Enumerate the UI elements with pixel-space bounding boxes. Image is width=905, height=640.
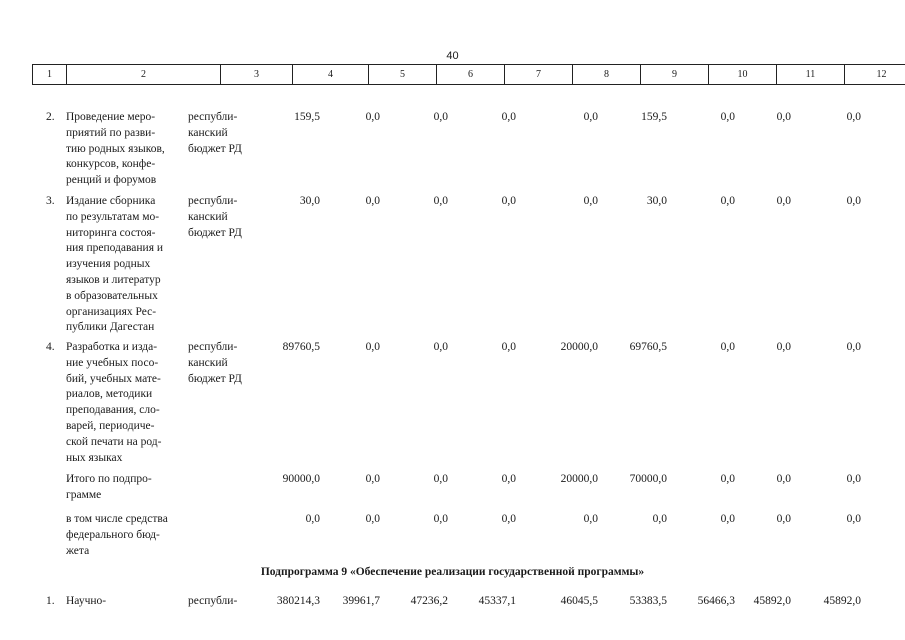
value-cell: 47236,2 xyxy=(410,595,448,607)
value-cell: 39961,7 xyxy=(342,595,380,607)
value-cell: 0,0 xyxy=(776,473,791,485)
value-cell: 0,0 xyxy=(776,513,791,525)
value-cell: 69760,5 xyxy=(629,341,667,353)
value-cell: 0,0 xyxy=(501,473,516,485)
row-number: 1. xyxy=(46,595,55,607)
value-cell: 70000,0 xyxy=(629,473,667,485)
value-cell: 0,0 xyxy=(776,195,791,207)
subprogram-heading: Подпрограмма 9 «Обеспечение реализации государственной программы» xyxy=(260,566,645,578)
row-description: Издание сборника по результатам мо- ниторинга состоя- ния преподавания и изучения родных языков и литератур в образовательных организациях Рес- публики Дагестан xyxy=(66,195,164,334)
value-cell: 45892,0 xyxy=(823,595,861,607)
value-cell: 53383,5 xyxy=(629,595,667,607)
row-description: Научно- xyxy=(66,595,107,607)
value-cell: 0,0 xyxy=(365,341,380,353)
value-cell: 0,0 xyxy=(846,513,861,525)
value-cell: 45892,0 xyxy=(753,595,791,607)
value-cell: 56466,3 xyxy=(697,595,735,607)
header-cell: 7 xyxy=(505,65,573,85)
value-cell: 0,0 xyxy=(720,111,735,123)
header-cell: 10 xyxy=(709,65,777,85)
funding-source: республи- xyxy=(188,595,238,607)
header-cell: 9 xyxy=(641,65,709,85)
row-number: 4. xyxy=(46,341,55,353)
row-description: Разработка и изда- ние учебных посо- бий, учебных мате- риалов, методики преподавания, сло- варей, периодиче- ской печати на род- ных языках xyxy=(66,341,162,464)
value-cell: 0,0 xyxy=(433,195,448,207)
row-number: 2. xyxy=(46,111,55,123)
value-cell: 0,0 xyxy=(365,195,380,207)
header-cell: 11 xyxy=(777,65,845,85)
value-cell: 0,0 xyxy=(365,473,380,485)
value-cell: 0,0 xyxy=(846,341,861,353)
header-cell: 12 xyxy=(845,65,905,85)
value-cell: 0,0 xyxy=(433,111,448,123)
funding-source: республи- канский бюджет РД xyxy=(188,341,242,385)
value-cell: 380214,3 xyxy=(276,595,320,607)
header-cell: 1 xyxy=(33,65,67,85)
value-cell: 0,0 xyxy=(305,513,320,525)
value-cell: 0,0 xyxy=(720,513,735,525)
value-cell: 20000,0 xyxy=(560,341,598,353)
value-cell: 0,0 xyxy=(365,513,380,525)
row-description: Проведение меро- приятий по разви- тию родных языков, конкурсов, конфе- ренций и форумов xyxy=(66,111,165,187)
row-description: в том числе средства федерального бюд- жета xyxy=(66,513,168,557)
value-cell: 0,0 xyxy=(652,513,667,525)
header-cell: 6 xyxy=(437,65,505,85)
value-cell: 0,0 xyxy=(583,111,598,123)
value-cell: 0,0 xyxy=(433,513,448,525)
value-cell: 0,0 xyxy=(846,111,861,123)
value-cell: 0,0 xyxy=(501,111,516,123)
value-cell: 0,0 xyxy=(433,341,448,353)
header-cell: 4 xyxy=(293,65,369,85)
value-cell: 0,0 xyxy=(583,195,598,207)
value-cell: 0,0 xyxy=(846,473,861,485)
value-cell: 89760,5 xyxy=(282,341,320,353)
value-cell: 0,0 xyxy=(776,111,791,123)
value-cell: 30,0 xyxy=(646,195,667,207)
funding-source: республи- канский бюджет РД xyxy=(188,195,242,239)
value-cell: 0,0 xyxy=(501,341,516,353)
value-cell: 20000,0 xyxy=(560,473,598,485)
header-cell: 8 xyxy=(573,65,641,85)
row-number: 3. xyxy=(46,195,55,207)
value-cell: 0,0 xyxy=(720,473,735,485)
value-cell: 0,0 xyxy=(501,195,516,207)
value-cell: 159,5 xyxy=(294,111,320,123)
value-cell: 30,0 xyxy=(299,195,320,207)
value-cell: 45337,1 xyxy=(478,595,516,607)
value-cell: 0,0 xyxy=(720,195,735,207)
value-cell: 0,0 xyxy=(720,341,735,353)
value-cell: 90000,0 xyxy=(282,473,320,485)
value-cell: 0,0 xyxy=(501,513,516,525)
value-cell: 0,0 xyxy=(433,473,448,485)
page-number: 40 xyxy=(446,50,459,62)
value-cell: 46045,5 xyxy=(560,595,598,607)
row-description: Итого по подпро- грамме xyxy=(66,473,152,501)
column-number-header xyxy=(32,64,905,85)
header-cell: 3 xyxy=(221,65,293,85)
value-cell: 0,0 xyxy=(365,111,380,123)
value-cell: 0,0 xyxy=(776,341,791,353)
header-cell: 2 xyxy=(67,65,221,85)
header-cell: 5 xyxy=(369,65,437,85)
funding-source: республи- канский бюджет РД xyxy=(188,111,242,155)
value-cell: 0,0 xyxy=(583,513,598,525)
value-cell: 0,0 xyxy=(846,195,861,207)
value-cell: 159,5 xyxy=(641,111,667,123)
